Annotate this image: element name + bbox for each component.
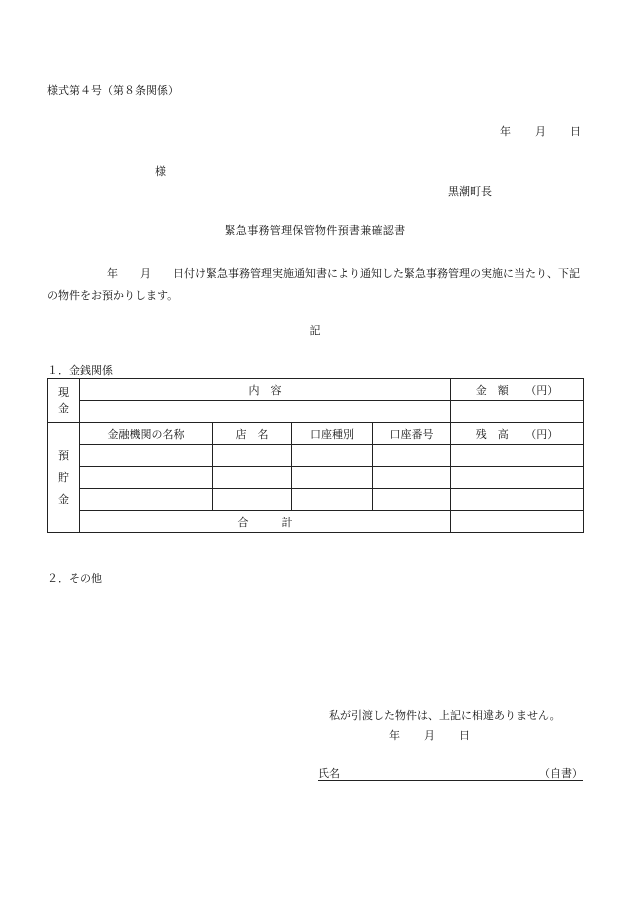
total-amount-cell[interactable] bbox=[451, 511, 584, 533]
signature-line[interactable] bbox=[318, 765, 583, 781]
cash-amount-cell[interactable] bbox=[451, 401, 584, 423]
ki-heading: 記 bbox=[309, 324, 321, 337]
section-1-heading: １．金銭関係 bbox=[47, 364, 113, 377]
body-paragraph bbox=[47, 263, 587, 307]
cash-amount-header: 金 額 （円） bbox=[451, 379, 584, 401]
signature-name-label: 氏名 bbox=[318, 767, 340, 780]
date-top bbox=[500, 123, 581, 139]
deposit-total-row bbox=[48, 511, 584, 533]
cash-content-cell[interactable] bbox=[80, 401, 451, 423]
date-bottom-year: 年 bbox=[389, 729, 400, 742]
cash-entry-row bbox=[48, 401, 584, 423]
date-bottom-day: 日 bbox=[459, 729, 470, 742]
section-2-heading: ２．その他 bbox=[47, 572, 102, 585]
date-top-day: 日 bbox=[570, 125, 581, 138]
deposit-row bbox=[48, 489, 584, 511]
cash-label: 現 金 bbox=[48, 379, 80, 423]
deposit-row bbox=[48, 445, 584, 467]
deposit-header-row bbox=[48, 423, 584, 445]
header-account-type: 口座種別 bbox=[292, 423, 373, 445]
confirmation-statement: 私が引渡した物件は、上記に相違ありません。 bbox=[329, 709, 561, 722]
date-top-month: 月 bbox=[535, 125, 546, 138]
deposit-label: 預 貯 金 bbox=[48, 423, 80, 533]
date-top-year: 年 bbox=[500, 125, 511, 138]
total-label: 合 計 bbox=[80, 511, 451, 533]
addressee-suffix: 様 bbox=[155, 165, 166, 178]
signature-self-written: （自書） bbox=[539, 767, 583, 780]
header-balance: 残 高 （円） bbox=[451, 423, 584, 445]
cash-content-header: 内 容 bbox=[80, 379, 451, 401]
document-title: 緊急事務管理保管物件預書兼確認書 bbox=[224, 224, 406, 237]
body-year: 年 bbox=[107, 267, 118, 280]
cash-header-row bbox=[48, 379, 584, 401]
form-number: 様式第４号（第８条関係） bbox=[47, 84, 179, 97]
date-bottom bbox=[389, 727, 470, 743]
body-month: 月 bbox=[140, 267, 151, 280]
date-bottom-month: 月 bbox=[424, 729, 435, 742]
header-bank-name: 金融機関の名称 bbox=[80, 423, 213, 445]
header-account-number: 口座番号 bbox=[373, 423, 451, 445]
deposit-row bbox=[48, 467, 584, 489]
money-table bbox=[47, 378, 584, 533]
header-branch-name: 店 名 bbox=[213, 423, 292, 445]
body-text: 日付け緊急事務管理実施通知書により通知した緊急事務管理の実施に当たり、下記の物件をお預かりします。 bbox=[47, 267, 580, 302]
issuer: 黒潮町長 bbox=[448, 185, 492, 198]
